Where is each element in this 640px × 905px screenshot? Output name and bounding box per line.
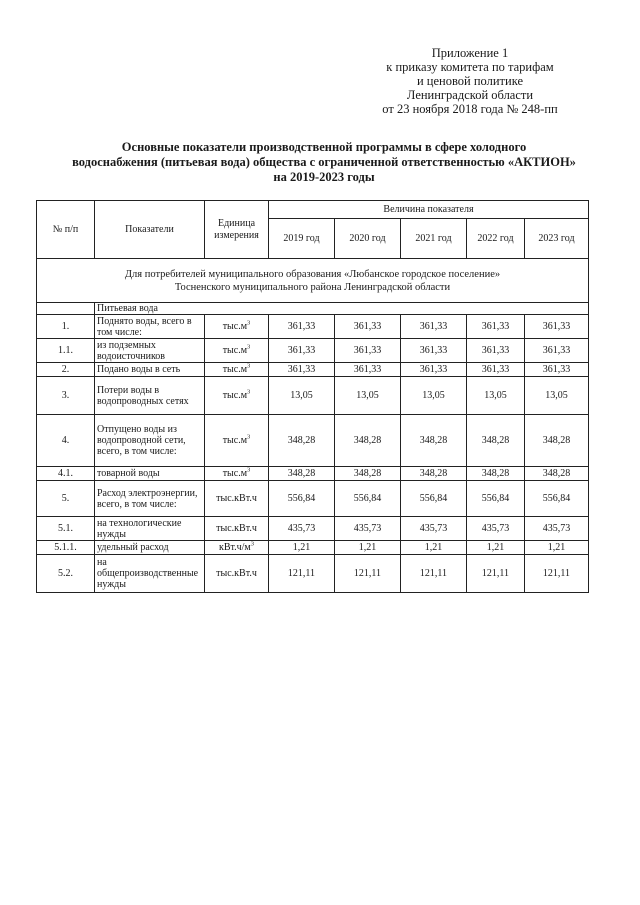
appendix-line: от 23 ноября 2018 года № 248-пп <box>382 102 558 116</box>
row-value: 361,33 <box>401 363 467 377</box>
row-value: 361,33 <box>467 339 525 363</box>
row-value: 361,33 <box>335 339 401 363</box>
unit-base: кВт.ч/м <box>218 542 251 553</box>
title-line: водоснабжения (питьевая вода) общества с ограниченной ответственностью «АКТИОН» <box>72 155 576 169</box>
row-number: 5.1. <box>37 517 95 541</box>
row-value: 361,33 <box>401 339 467 363</box>
row-value: 435,73 <box>269 517 335 541</box>
row-value: 13,05 <box>525 377 589 415</box>
row-value: 435,73 <box>525 517 589 541</box>
row-indicator: на технологические нужды <box>95 517 205 541</box>
row-value: 1,21 <box>269 541 335 555</box>
row-value: 435,73 <box>401 517 467 541</box>
table-row <box>37 363 589 377</box>
row-unit <box>205 315 269 339</box>
row-value: 13,05 <box>467 377 525 415</box>
row-value: 348,28 <box>525 415 589 467</box>
row-value: 348,28 <box>269 467 335 481</box>
header-values-group: Величина показателя <box>269 201 589 219</box>
unit-base: тыс.м <box>222 345 248 356</box>
consumer-group-label <box>37 259 589 303</box>
unit-superscript: 3 <box>250 540 255 548</box>
row-value: 556,84 <box>401 481 467 517</box>
row-value: 348,28 <box>401 415 467 467</box>
table-row <box>37 555 589 593</box>
row-unit <box>205 541 269 555</box>
unit-base: тыс.кВт.ч <box>216 568 257 579</box>
row-value: 121,11 <box>335 555 401 593</box>
row-value: 361,33 <box>525 363 589 377</box>
consumer-group-line: Тосненского муниципального района Ленинградской области <box>174 281 451 293</box>
indicators-table <box>36 200 589 593</box>
unit-superscript: 3 <box>247 433 251 441</box>
row-indicator: товарной воды <box>95 467 205 481</box>
section-spacer <box>37 303 95 315</box>
header-year: 2022 год <box>467 219 525 259</box>
unit-superscript: 3 <box>247 319 251 327</box>
row-value: 348,28 <box>335 467 401 481</box>
row-indicator: Расход электроэнергии, всего, в том числе: <box>95 481 205 517</box>
row-unit <box>205 363 269 377</box>
row-unit <box>205 555 269 593</box>
row-value: 121,11 <box>467 555 525 593</box>
row-value: 13,05 <box>269 377 335 415</box>
row-value: 121,11 <box>525 555 589 593</box>
row-value: 361,33 <box>335 315 401 339</box>
unit-superscript: 3 <box>247 466 251 474</box>
unit-base: тыс.м <box>222 468 248 479</box>
row-value: 556,84 <box>467 481 525 517</box>
unit-base: тыс.м <box>222 364 248 375</box>
table-row <box>37 467 589 481</box>
table-row <box>37 339 589 363</box>
header-year: 2021 год <box>401 219 467 259</box>
row-value: 348,28 <box>269 415 335 467</box>
row-value: 361,33 <box>525 339 589 363</box>
table-row <box>37 377 589 415</box>
row-value: 121,11 <box>269 555 335 593</box>
row-number: 5.1.1. <box>37 541 95 555</box>
row-value: 13,05 <box>335 377 401 415</box>
unit-superscript: 3 <box>247 343 251 351</box>
row-unit <box>205 377 269 415</box>
unit-superscript: 3 <box>247 362 251 370</box>
row-value: 361,33 <box>335 363 401 377</box>
unit-base: тыс.м <box>222 435 248 446</box>
header-indicator: Показатели <box>95 201 205 259</box>
table-row <box>37 415 589 467</box>
row-value: 348,28 <box>401 467 467 481</box>
row-value: 121,11 <box>401 555 467 593</box>
row-indicator: Подано воды в сеть <box>95 363 205 377</box>
appendix-line: Ленинградской области <box>406 88 534 102</box>
row-unit <box>205 517 269 541</box>
row-indicator: Потери воды в водопроводных сетях <box>95 377 205 415</box>
consumer-group-line: Для потребителей муниципального образования «Любанское городское поселение» <box>124 268 501 280</box>
row-value: 348,28 <box>467 415 525 467</box>
row-value: 435,73 <box>467 517 525 541</box>
row-value: 1,21 <box>335 541 401 555</box>
appendix-line: Приложение 1 <box>431 46 509 60</box>
row-indicator: из подземных водоисточников <box>95 339 205 363</box>
header-year: 2023 год <box>525 219 589 259</box>
row-value: 361,33 <box>269 315 335 339</box>
row-number: 5.2. <box>37 555 95 593</box>
appendix-header <box>350 46 590 116</box>
row-unit <box>205 481 269 517</box>
unit-base: тыс.кВт.ч <box>216 523 257 534</box>
row-value: 13,05 <box>401 377 467 415</box>
row-number: 5. <box>37 481 95 517</box>
section-label: Питьевая вода <box>95 303 589 315</box>
document-title <box>40 140 608 185</box>
appendix-line: к приказу комитета по тарифам <box>386 60 554 74</box>
row-value: 1,21 <box>467 541 525 555</box>
row-value: 348,28 <box>525 467 589 481</box>
unit-superscript: 3 <box>247 388 251 396</box>
row-value: 556,84 <box>525 481 589 517</box>
row-value: 361,33 <box>525 315 589 339</box>
row-indicator: удельный расход <box>95 541 205 555</box>
row-value: 361,33 <box>467 363 525 377</box>
appendix-line: и ценовой политике <box>416 74 524 88</box>
row-value: 348,28 <box>335 415 401 467</box>
row-value: 361,33 <box>269 339 335 363</box>
table-row <box>37 481 589 517</box>
row-number: 3. <box>37 377 95 415</box>
row-value: 348,28 <box>467 467 525 481</box>
row-value: 435,73 <box>335 517 401 541</box>
table-row <box>37 517 589 541</box>
row-value: 361,33 <box>269 363 335 377</box>
unit-base: тыс.м <box>222 321 248 332</box>
row-number: 4. <box>37 415 95 467</box>
row-value: 361,33 <box>467 315 525 339</box>
header-unit: Единица измерения <box>205 201 269 259</box>
row-indicator: Поднято воды, всего в том числе: <box>95 315 205 339</box>
unit-base: тыс.кВт.ч <box>216 493 257 504</box>
row-number: 2. <box>37 363 95 377</box>
row-value: 556,84 <box>269 481 335 517</box>
row-unit <box>205 415 269 467</box>
row-indicator: на общепроизводственные нужды <box>95 555 205 593</box>
header-year: 2020 год <box>335 219 401 259</box>
row-number: 4.1. <box>37 467 95 481</box>
title-line: Основные показатели производственной программы в сфере холодного <box>121 140 527 154</box>
row-unit <box>205 467 269 481</box>
row-number: 1. <box>37 315 95 339</box>
header-year: 2019 год <box>269 219 335 259</box>
row-unit <box>205 339 269 363</box>
title-line: на 2019-2023 годы <box>273 170 375 184</box>
header-num: № п/п <box>37 201 95 259</box>
table-row <box>37 541 589 555</box>
row-value: 1,21 <box>401 541 467 555</box>
row-number: 1.1. <box>37 339 95 363</box>
row-value: 556,84 <box>335 481 401 517</box>
row-indicator: Отпущено воды из водопроводной сети, всего, в том числе: <box>95 415 205 467</box>
table-row <box>37 315 589 339</box>
row-value: 1,21 <box>525 541 589 555</box>
unit-base: тыс.м <box>222 390 248 401</box>
row-value: 361,33 <box>401 315 467 339</box>
